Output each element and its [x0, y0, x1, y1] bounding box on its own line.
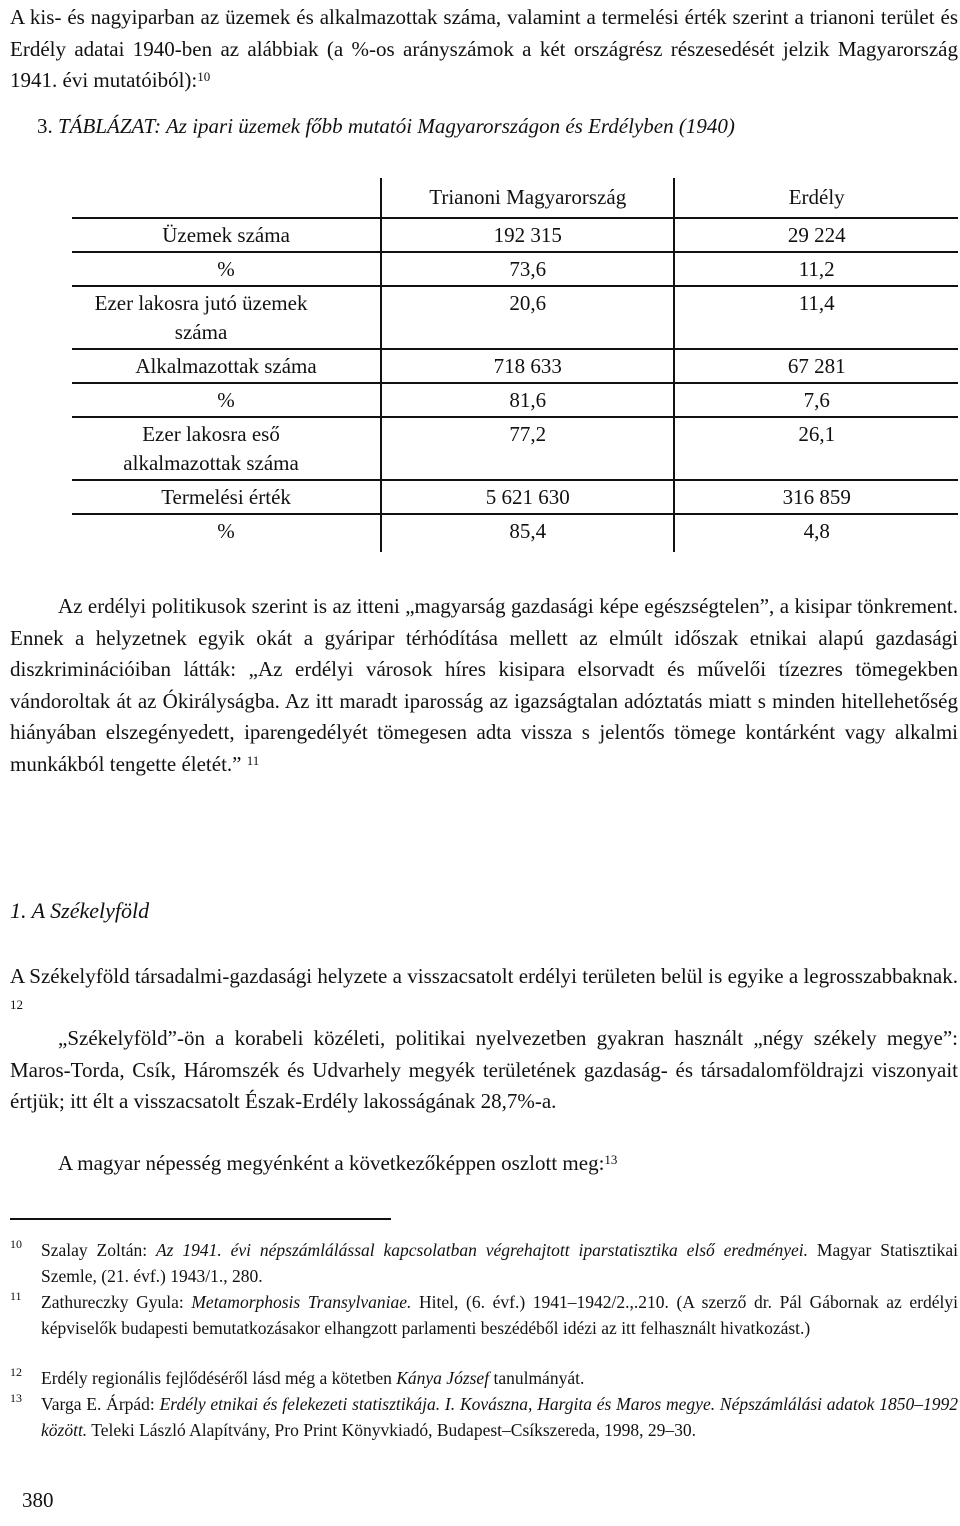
table-header-transylvania: Erdély: [674, 178, 958, 218]
table-caption-title: TÁBLÁZAT: Az ipari üzemek főbb mutatói Magyarországon és Erdélyben (1940): [58, 114, 735, 138]
footnote-text: [41, 1289, 958, 1341]
footnote-source: Hitel, (6. évf.) 1941–1942/2.,.210. (A szerző dr. Pál Gábornak az erdélyi képviselők budapesti bemutatkozásakor elhangzott parlamenti beszédéből idézi az itt felhasznált hivatkozást.): [41, 1292, 958, 1338]
footnote-source: tanulmányát.: [489, 1368, 585, 1388]
cell-hungary: 718 633: [381, 349, 674, 383]
footnote-11: [10, 1289, 958, 1341]
table-row: [72, 514, 958, 552]
table-header-row: [72, 178, 958, 218]
footnote-ref-11[interactable]: 11: [246, 752, 260, 768]
page-number: 380: [22, 1488, 54, 1512]
cell-hungary: 73,6: [381, 252, 674, 286]
footnote-number: 13: [10, 1391, 22, 1405]
table-row: [72, 286, 958, 349]
table-row: [72, 252, 958, 286]
row-label: %: [72, 252, 381, 286]
table-row: [72, 417, 958, 480]
row-label: Ezer lakosra jutó üzemek száma: [72, 286, 381, 349]
cell-transylvania: 26,1: [674, 417, 958, 480]
footnote-author: Zathureczky Gyula:: [41, 1292, 192, 1312]
cell-transylvania: 11,4: [674, 286, 958, 349]
row-label: Ezer lakosra eső alkalmazottak száma: [72, 417, 381, 480]
politics-text: Az erdélyi politikusok szerint is az itteni „magyarság gazdasági képe egészségtelen”, a kisipar tönkrement. Ennek a helyzetnek egyik okát a gyáripar térhódítása mellett az elmúlt időszak etnikai alapú gazdasági diszkriminációiban látták: „Az erdélyi városok híres kisipara elsorvadt és művelői tízezres tömegekben vándoroltak át az Ókirályságba. Az itt maradt iparosság az igazságtalan adóztatás miatt s minden hitellehetőség hiányában elszegényedett, iparengedélyét tömegesen adta vissza s jelentős tömege kontárként vagy alkalmi munkákból tengette életét.”: [10, 594, 958, 776]
table-row: [72, 218, 958, 252]
footnote-title: Metamorphosis Transylvaniae.: [191, 1292, 412, 1312]
footnote-source: Magyar Statisztikai Szemle, (21. évf.) 1943/1., 280.: [41, 1240, 958, 1286]
section-paragraph-1: [10, 961, 958, 1024]
cell-transylvania: 4,8: [674, 514, 958, 552]
cell-transylvania: 11,2: [674, 252, 958, 286]
table-row: [72, 383, 958, 417]
table-row: [72, 349, 958, 383]
footnote-title: Kánya József: [396, 1368, 490, 1388]
cell-transylvania: 67 281: [674, 349, 958, 383]
cell-hungary: 192 315: [381, 218, 674, 252]
cell-hungary: 85,4: [381, 514, 674, 552]
section-paragraph-3: [10, 1148, 958, 1180]
politics-paragraph: [10, 591, 958, 780]
footnote-title: Erdély etnikai és felekezeti statisztikája. I. Kovászna, Hargita és Maros megye. Népszámlálási adatok 1850–1992 között.: [41, 1394, 958, 1440]
footnote-text: [41, 1237, 958, 1289]
footnote-13: [10, 1391, 958, 1443]
footnote-ref-10[interactable]: 10: [197, 69, 211, 84]
row-label: Üzemek száma: [162, 223, 290, 247]
section-paragraph-2: [10, 1023, 958, 1118]
footnote-text: [41, 1365, 958, 1391]
row-label: %: [72, 514, 381, 552]
row-label: %: [72, 383, 381, 417]
footnote-10: [10, 1237, 958, 1289]
section-text-3: A magyar népesség megyénként a következőképpen oszlott meg:: [58, 1151, 605, 1175]
cell-hungary: 20,6: [381, 286, 674, 349]
table-caption-number: 3.: [37, 114, 53, 138]
cell-hungary: 81,6: [381, 383, 674, 417]
section-heading: 1. A Székelyföld: [10, 898, 150, 923]
cell-transylvania: 316 859: [674, 480, 958, 514]
table-row: [72, 480, 958, 514]
table-header-hungary: Trianoni Magyarország: [381, 178, 674, 218]
table-caption: [37, 110, 735, 142]
cell-hungary: 77,2: [381, 417, 674, 480]
footnote-divider: [10, 1218, 391, 1220]
footnote-ref-12[interactable]: 12: [10, 996, 23, 1012]
row-label: Alkalmazottak száma: [72, 349, 381, 383]
industry-table: [72, 178, 958, 552]
footnote-author: Erdély regionális fejlődéséről lásd még a kötetben: [41, 1368, 397, 1388]
cell-hungary: 5 621 630: [381, 480, 674, 514]
intro-paragraph: [10, 2, 958, 97]
footnote-number: 12: [10, 1365, 22, 1379]
row-label: Termelési érték: [72, 480, 381, 514]
footnote-author: Szalay Zoltán:: [41, 1240, 156, 1260]
section-text-2: „Székelyföld”-ön a korabeli közéleti, politikai nyelvezetben gyakran használt „négy székely megye”: Maros-Torda, Csík, Háromszék és Udvarhely megyék területének gazdaság- és társadalomföldrajzi viszonyait értjük; itt élt a visszacsatolt Észak-Erdély lakosságának 28,7%-a.: [10, 1026, 958, 1113]
section-text-1: A Székelyföld társadalmi-gazdasági helyzete a visszacsatolt erdélyi területen belül is egyike a legrosszabbaknak.: [10, 964, 958, 988]
footnote-source: Teleki László Alapítvány, Pro Print Könyvkiadó, Budapest–Csíkszereda, 1998, 29–30.: [87, 1420, 696, 1440]
footnote-ref-13[interactable]: 13: [604, 1152, 618, 1167]
cell-transylvania: 7,6: [674, 383, 958, 417]
footnote-text: [41, 1391, 958, 1443]
cell-transylvania: 29 224: [674, 218, 958, 252]
footnote-author: Varga E. Árpád:: [41, 1394, 160, 1414]
footnote-title: Az 1941. évi népszámlálással kapcsolatban végrehajtott iparstatisztika első eredményei.: [155, 1240, 809, 1260]
footnote-12: [10, 1365, 958, 1391]
intro-text: A kis- és nagyiparban az üzemek és alkalmazottak száma, valamint a termelési érték szerint a trianoni terület és Erdély adatai 1940-ben az alábbiak (a %-os arányszámok a két országrész részesedését jelzik Magyarország 1941. évi mutatóiból):: [10, 5, 958, 92]
table-header-empty: [72, 178, 381, 218]
footnote-number: 11: [10, 1289, 22, 1303]
footnote-number: 10: [10, 1237, 22, 1251]
